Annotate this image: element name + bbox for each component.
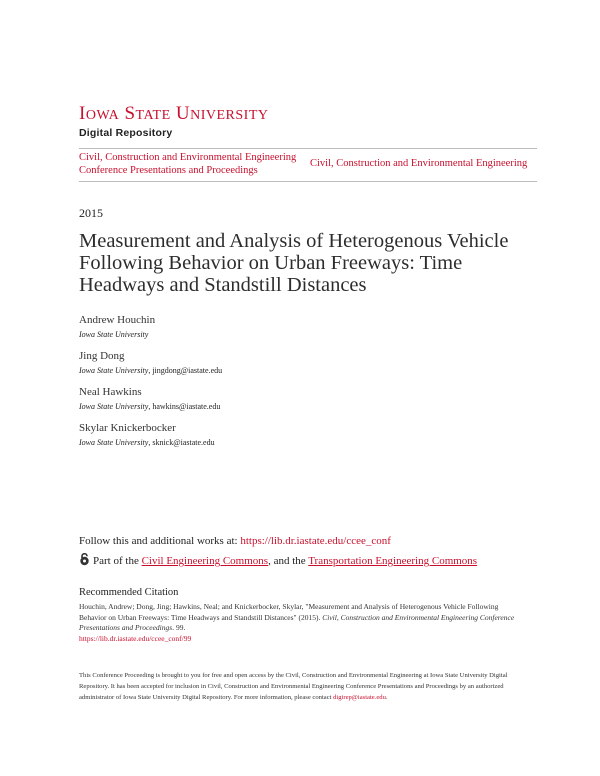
author-name: Skylar Knickerbocker (79, 422, 176, 434)
author-email[interactable]: sknick@iastate.edu (152, 438, 215, 447)
citation-link[interactable]: https://lib.dr.iastate.edu/ccee_conf/99 (79, 633, 192, 643)
author-affiliation: Iowa State University (79, 330, 149, 339)
recommended-citation-heading: Recommended Citation (79, 587, 179, 598)
author-block (79, 422, 215, 448)
follow-link[interactable]: https://lib.dr.iastate.edu/ccee_conf (240, 535, 391, 547)
disclaimer-text: This Conference Proceeding is brought to you for free and open access by the Civil, Construction and Environmental Engineering at Iowa State University Digital Repository. It has been accepted for inclusion in Civil, Construction and Environmental Engineering Conference Presentations and Proceedings by an authorized administrator of Iowa State University Digital Repository. For more information, please contact digirep@iastate.edu. (79, 672, 508, 701)
logo-wordmark: IOWA STATE UNIVERSITY (79, 103, 269, 124)
recommended-citation-text: Houchin, Andrew; Dong, Jing; Hawkins, Neal; and Knickerbocker, Skylar, "Measurement and Analysis of Heterogenous Vehicle Following Behavior on Urban Freeways: Time Headways and Standstill Distances" (2015). Civil, Construction and Environmental Engineering Conference Presentations and Proceedings. 99. https://lib.dr.iastate.edu/ccee_conf/99 (79, 602, 515, 643)
follow-line: Follow this and additional works at: https://lib.dr.iastate.edu/ccee_conf (79, 535, 391, 547)
author-block (79, 386, 220, 412)
author-block (79, 314, 155, 340)
author-name: Neal Hawkins (79, 386, 142, 398)
logo-subtitle: Digital Repository (79, 127, 173, 139)
collection-link-left[interactable] (79, 151, 309, 177)
part-of-line: Part of the Civil Engineering Commons, and the Transportation Engineering Commons (79, 553, 477, 569)
author-email[interactable]: hawkins@iastate.edu (152, 402, 221, 411)
bottom-divider (79, 181, 537, 182)
collection-link-right[interactable]: Civil, Construction and Environmental Engineering (310, 158, 528, 169)
author-name: Jing Dong (79, 350, 125, 362)
author-affiliation: Iowa State University, jingdong@iastate.edu (79, 366, 223, 375)
collection-left-line2: Conference Presentations and Proceedings (79, 165, 258, 176)
author-email[interactable]: jingdong@iastate.edu (152, 366, 223, 375)
collection-left-line1: Civil, Construction and Environmental Engineering (79, 152, 297, 163)
university-logo[interactable] (79, 104, 269, 139)
author-affiliation: Iowa State University, sknick@iastate.edu (79, 438, 215, 447)
author-block (79, 350, 222, 376)
transportation-engineering-commons-link[interactable]: Transportation Engineering Commons (308, 555, 478, 567)
paper-title: Measurement and Analysis of Heterogenous Vehicle Following Behavior on Urban Freeways: Time Headways and Standstill Distances (79, 230, 509, 296)
author-name: Andrew Houchin (79, 314, 156, 326)
civil-engineering-commons-link[interactable]: Civil Engineering Commons (141, 555, 269, 567)
open-access-icon (79, 553, 90, 569)
top-divider (79, 148, 537, 149)
author-affiliation: Iowa State University, hawkins@iastate.edu (79, 402, 221, 411)
contact-email-link[interactable]: digirep@iastate.edu (333, 693, 386, 701)
publication-year: 2015 (79, 206, 103, 220)
